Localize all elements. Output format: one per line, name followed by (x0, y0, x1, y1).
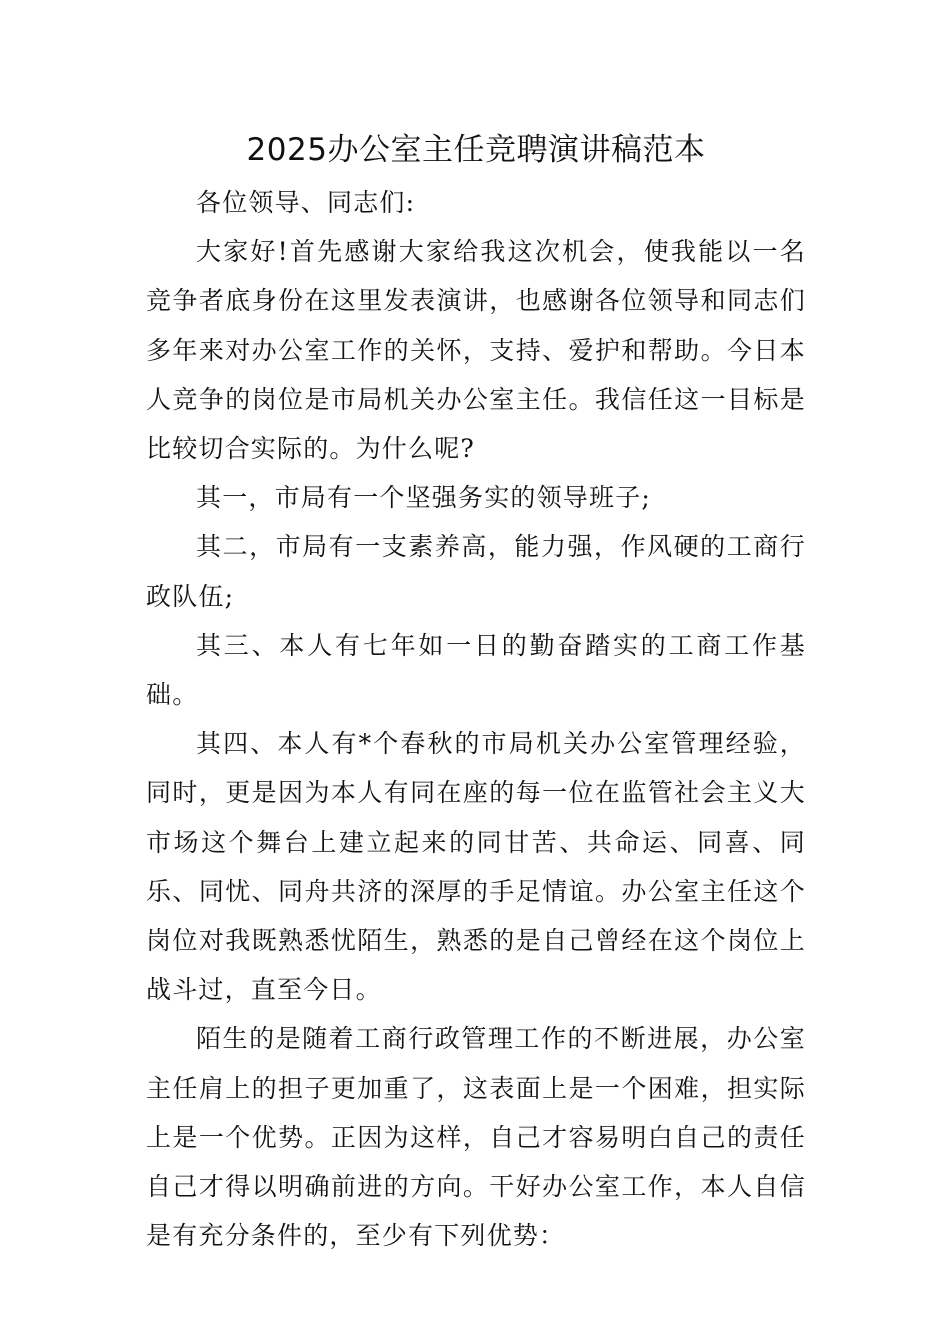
document-title: 2025办公室主任竞聘演讲稿范本 (246, 132, 706, 168)
paragraph-greeting: 大家好!首先感谢大家给我这次机会，使我能以一名竞争者底身份在这里发表演讲，也感谢各位领导和同志们多年来对办公室工作的关怀，支持、爱护和帮助。今日本人竞争的岗位是市局机关办公室主任。我信任这一目标是比较切合实际的。为什么呢? (146, 237, 806, 464)
paragraph-unfamiliar: 陌生的是随着工商行政管理工作的不断进展，办公室主任肩上的担子更加重了，这表面上是一个困难，担实际上是一个优势。正因为这样，自己才容易明白自己的责任自己才得以明确前进的方向。干好办公室工作，本人自信是有充分条件的，至少有下列优势： (146, 1024, 806, 1251)
paragraph-point-four: 其四、本人有*个春秋的市局机关办公室管理经验，同时，更是因为本人有同在座的每一位在监管社会主义大市场这个舞台上建立起来的同甘苦、共命运、同喜、同乐、同忧、同舟共济的深厚的手足情谊。办公室主任这个岗位对我既熟悉忧陌生，熟悉的是自己曾经在这个岗位上战斗过，直至今日。 (146, 729, 806, 1005)
paragraph-point-one: 其一，市局有一个坚强务实的领导班子; (196, 483, 652, 513)
paragraph-point-three: 其三、本人有七年如一日的勤奋踏实的工商工作基础。 (146, 630, 806, 710)
paragraph-salutation: 各位领导、同志们: (196, 188, 416, 217)
paragraph-point-two: 其二，市局有一支素养高，能力强，作风硬的工商行政队伍; (146, 532, 806, 611)
document-page (146, 126, 806, 1260)
